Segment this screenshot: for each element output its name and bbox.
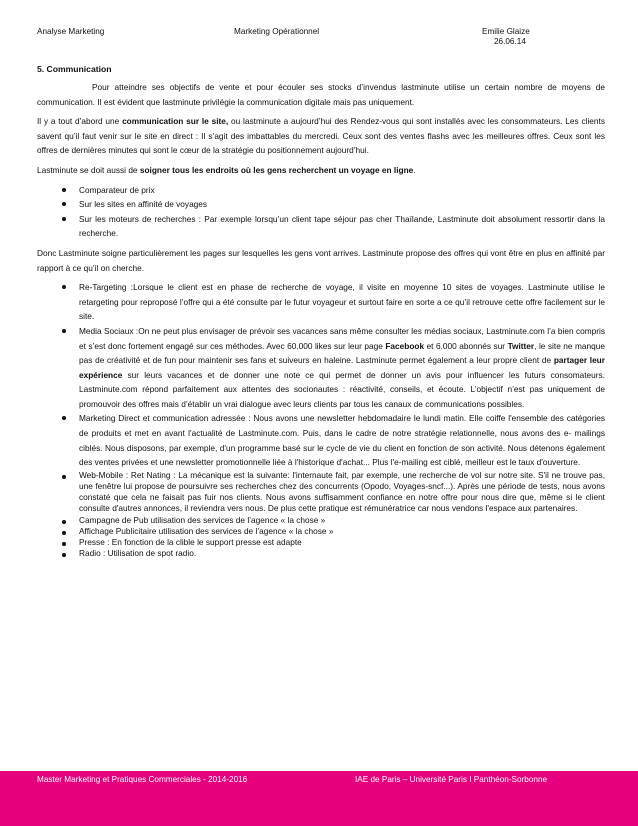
paragraph-site-communication <box>37 114 605 158</box>
list-item-text: Marketing Direct et communication adressée : Nous avons une newsletter hebdomadaire le lundi matin. Elle coiffe l'ensemble des catégories de produits et met en avant l'actualité de Lastminute.com. Puis, dans le cadre de notre stratégie relationnelle, nous avons des e- mailings ciblés. Nous disposons, par exemple, d'un programme basé sur le cycle de vie du client en fonction de son activité. Nous détenons également des ventes privées et une newsletter promotionnelle liée à l'historique d'achat... Plus l'e-mailing est ciblé, meilleur est le taux d'ouverture. <box>79 413 605 468</box>
list-item-text: Presse : En fonction de la clible le support presse est adapte <box>79 537 302 548</box>
bullet-icon <box>62 202 66 206</box>
paragraph-intro: Pour atteindre ses objectifs de vente et pour écouler ses stocks d’invendus lastminute utilise un certain nombre de moyens de communication. Il est évident que lastminute privilégie la communication digitale mais pas uniquement. <box>37 82 605 107</box>
list-item <box>79 212 605 241</box>
bullet-icon <box>62 542 66 546</box>
bullet-list-search <box>37 183 605 241</box>
text-run: . <box>413 164 416 175</box>
list-item-text: Sur les sites en affinité de voyages <box>79 199 208 210</box>
bullet-icon <box>62 553 66 557</box>
bullet-icon <box>62 217 66 221</box>
text-run: ou lastminute a aujourd’hui des Rendez-vous qui sont installés avec les consommateurs. Les clients savent qu’il faut venir sur le site en direct : Il s’agit des imbattables du mercredi. Ceux sont des ventes flashs avec les meilleures offres. Ceux sont les offres de dernières minutes qui sont le cœur de la stratégie du positionnement aujourd’hui. <box>37 116 605 156</box>
list-item-presse <box>79 537 605 548</box>
bold-text-share: partager leur expérience <box>79 355 605 380</box>
text-run: sur leurs vacances et de donner une note ce qui permet de donner un avis pour influencer les futurs consomateurs. Lastminute.com répond parfaitement aux attentes des socionautes : réactivité, conseils, et écoute. L’objectif n’est pas uniquement de promouvoir des offres mais d’établir un vrai dialogue avec leurs clients par tous les canaux de communications possibles. <box>79 369 605 409</box>
list-item-text: Radio : Utilisation de spot radio. <box>79 548 197 559</box>
document-body <box>37 80 605 564</box>
list-item-text: Sur les moteurs de recherches : Par exemple lorsqu’un client tape séjour pas cher Thaïlande, Lastminute doit absolument ressortir dans la recherche. <box>79 213 605 239</box>
list-item-text: Affichage Publicitaire utilisation des services de l’agence « la chose » <box>79 525 334 536</box>
list-item-retargeting <box>79 280 605 324</box>
text-run: Media Sociaux :On ne peut plus envisager de prévoir ses vacances sans même consulter les médias sociaux, Lastminute.com l’a bien compris et s’est donc fortement engagé sur ces méthodes. Avec 60.000 likes sur leur page <box>79 325 605 351</box>
header-date: 26.06.14 <box>494 37 526 46</box>
bullet-icon <box>62 531 66 535</box>
footer-band <box>0 771 638 826</box>
bold-text-twitter: Twitter <box>507 340 535 351</box>
paragraph-pages: Donc Lastminute soigne particulièrement les pages sur lesquelles les gens vont arrives. Lastminute propose des offres qui vont être en plus en affinité par rapport à ce qu’il on cherche. <box>37 247 605 273</box>
list-item-text: Re-Targeting :Lorsque le client est en phase de recherche de voyage, il visite en moyenne 10 sites de voyages. Lastminute utilise le retargeting pour reproposé l’offre qui a été consulte par le futur voyageur et surtout faire en sorte a ce qu’il retrouve cette offre facilement sur le site. <box>79 282 605 322</box>
list-item-affichage <box>79 526 605 537</box>
footer-program: Master Marketing et Pratiques Commerciales - 2014-2016 <box>37 775 248 784</box>
text-run: , le site ne manque pas de créativité et de fun pour maintenir ses fans et suiveurs en haleine. Lastminute permet également a leur propre client de <box>79 340 605 366</box>
header-author: Emilie Glaize <box>482 27 530 36</box>
list-item-pub <box>79 515 605 526</box>
bullet-icon <box>62 188 66 192</box>
text-run: et 6.000 abonnés sur <box>424 340 508 351</box>
header-left: Analyse Marketing <box>37 27 105 36</box>
list-item <box>79 183 605 198</box>
bullet-list-channels <box>37 280 605 559</box>
list-item-direct-marketing <box>79 411 605 469</box>
list-item-social-media <box>79 324 605 412</box>
bold-text: communication sur le site, <box>122 116 229 127</box>
footer-institution: IAE de Paris – Université Paris I Panthéon-Sorbonne <box>355 775 548 784</box>
list-item <box>79 197 605 212</box>
text-run: Il y a tout d’abord une <box>37 116 123 127</box>
bold-text-facebook: Facebook <box>385 340 425 351</box>
bullet-icon <box>62 416 66 420</box>
bullet-icon <box>62 329 66 333</box>
section-title: 5. Communication <box>37 64 112 74</box>
list-item-radio <box>79 548 605 559</box>
list-item-text <box>79 324 605 412</box>
text-run: Lastminute se doit aussi de <box>37 164 140 175</box>
list-item-text: Campagne de Pub utilisation des services de l’agence « la chose » <box>79 514 326 525</box>
bold-text: soigner tous les endroits où les gens recherchent un voyage en ligne <box>139 164 414 175</box>
bullet-icon <box>62 475 66 479</box>
list-item-web-mobile <box>79 470 605 515</box>
header-center: Marketing Opérationnel <box>234 27 320 36</box>
list-item-text: Comparateur de prix <box>79 184 155 195</box>
list-item-text: Web-Mobile : Ret Nating : La mécanique est la suivante: l'internaute fait, par exemple, une recherche de vol sur notre site. S'il ne trouve pas, une fenêtre lui propose de poursuivre ses recherches chez des concurrents (Opodo, Voyages-sncf...). Après une période de tests, nous avons constaté que cela ne faisait pas fuir nos clients. Nous avons suffisamment confiance en notre offre pour nous dire que, même si le client consulte d'autres annonces, il reviendra vers nous. De plus cette pratique est rémunératrice car nous vendons l'espace aux partenaires. <box>79 469 605 514</box>
bullet-icon <box>62 520 66 524</box>
paragraph-search-presence <box>37 163 605 178</box>
bullet-icon <box>62 285 66 289</box>
